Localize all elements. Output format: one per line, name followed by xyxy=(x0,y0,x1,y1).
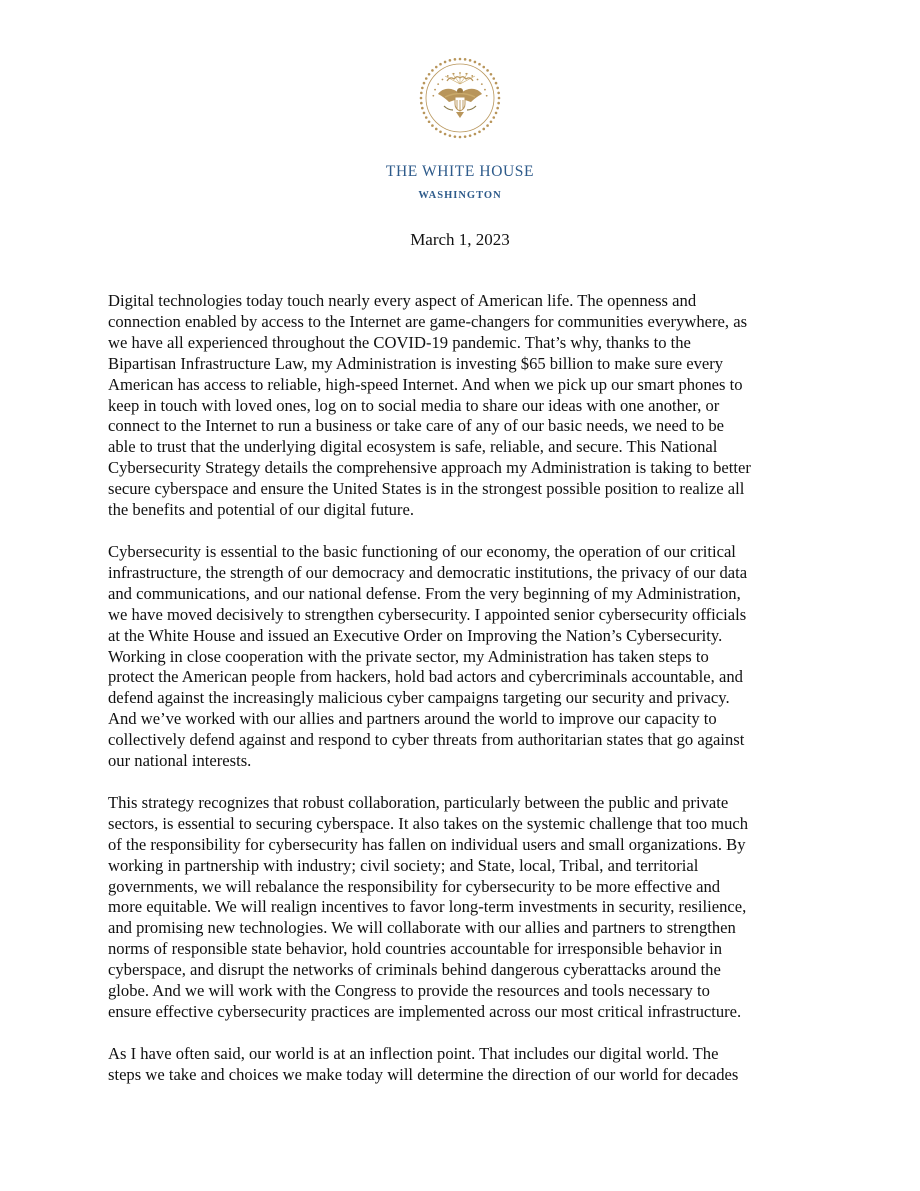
text-line: Cybersecurity Strategy details the comprehensive approach my Administration is taking to better xyxy=(108,458,751,478)
text-line: the benefits and potential of our digital future. xyxy=(108,500,414,520)
text-line: our national interests. xyxy=(108,751,252,771)
text-line: norms of responsible state behavior, hold countries accountable for irresponsible behavior in xyxy=(108,939,723,959)
text-line: Working in close cooperation with the private sector, my Administration has taken steps to xyxy=(108,646,709,666)
text-line: This strategy recognizes that robust collaboration, particularly between the public and private xyxy=(108,792,729,812)
letterhead-title: THE WHITE HOUSE xyxy=(385,163,535,180)
text-line: connection enabled by access to the Internet are game-changers for communities everywhere, as xyxy=(108,311,748,331)
text-line: working in partnership with industry; civil society; and State, local, Tribal, and territorial xyxy=(108,855,699,875)
letter-date: March 1, 2023 xyxy=(410,230,510,249)
text-line: at the White House and issued an Executive Order on Improving the Nation’s Cybersecurity. xyxy=(108,625,723,645)
text-line: of the responsibility for cybersecurity has fallen on individual users and small organizations. By xyxy=(108,834,746,854)
text-line: defend against the increasingly malicious cyber campaigns targeting our security and privacy. xyxy=(108,688,730,708)
text-line: keep in touch with loved ones, log on to social media to share our ideas with one another, or xyxy=(108,395,720,415)
text-line: sectors, is essential to securing cyberspace. It also takes on the systemic challenge that too much xyxy=(108,813,749,833)
text-line: Bipartisan Infrastructure Law, my Administration is investing $65 billion to make sure every xyxy=(108,353,724,373)
text-line: As I have often said, our world is at an inflection point. That includes our digital world. The xyxy=(108,1043,719,1063)
text-line: Cybersecurity is essential to the basic functioning of our economy, the operation of our critical xyxy=(108,541,736,561)
body-paragraph xyxy=(108,793,814,1023)
text-line: infrastructure, the strength of our democracy and democratic institutions, the privacy of our data xyxy=(108,562,748,582)
text-line: able to trust that the underlying digital ecosystem is safe, reliable, and secure. This National xyxy=(108,437,718,457)
presidential-seal-icon xyxy=(418,56,502,140)
body-paragraph xyxy=(108,1044,814,1086)
letterhead-subtitle: WASHINGTON xyxy=(418,190,502,201)
text-line: cyberspace, and disrupt the networks of criminals behind dangerous cyberattacks around the xyxy=(108,960,721,980)
text-line: and promising new technologies. We will collaborate with our allies and partners to strengthen xyxy=(108,918,736,938)
body-paragraph xyxy=(108,542,814,772)
text-line: we have all experienced throughout the COVID-19 pandemic. That’s why, thanks to the xyxy=(108,332,691,352)
text-line: steps we take and choices we make today will determine the direction of our world for decades xyxy=(108,1064,739,1084)
text-line: And we’ve worked with our allies and partners around the world to improve our capacity to xyxy=(108,709,717,729)
text-line: we have moved decisively to strengthen cybersecurity. I appointed senior cybersecurity officials xyxy=(108,604,747,624)
text-line: secure cyberspace and ensure the United States is in the strongest possible position to realize all xyxy=(108,479,745,499)
text-line: more equitable. We will realign incentives to favor long-term investments in security, resilience, xyxy=(108,897,747,917)
text-line: American has access to reliable, high-speed Internet. And when we pick up our smart phones to xyxy=(108,374,743,394)
text-line: and communications, and our national defense. From the very beginning of my Administration, xyxy=(108,583,741,603)
text-line: ensure effective cybersecurity practices are implemented across our most critical infrastructure. xyxy=(108,1002,742,1021)
body-paragraph xyxy=(108,291,814,521)
text-line: collectively defend against and respond to cyber threats from authoritarian states that go against xyxy=(108,730,745,750)
letter-body xyxy=(108,291,814,1107)
text-line: globe. And we will work with the Congress to provide the resources and tools necessary to xyxy=(108,981,710,1001)
text-line: connect to the Internet to run a business or take care of any of our basic needs, we need to be xyxy=(108,416,725,436)
text-line: protect the American people from hackers, hold bad actors and cybercriminals accountable, and xyxy=(108,667,743,687)
text-line: Digital technologies today touch nearly every aspect of American life. The openness and xyxy=(108,291,697,310)
text-line: governments, we will rebalance the responsibility for cybersecurity to be more effective and xyxy=(108,876,721,896)
